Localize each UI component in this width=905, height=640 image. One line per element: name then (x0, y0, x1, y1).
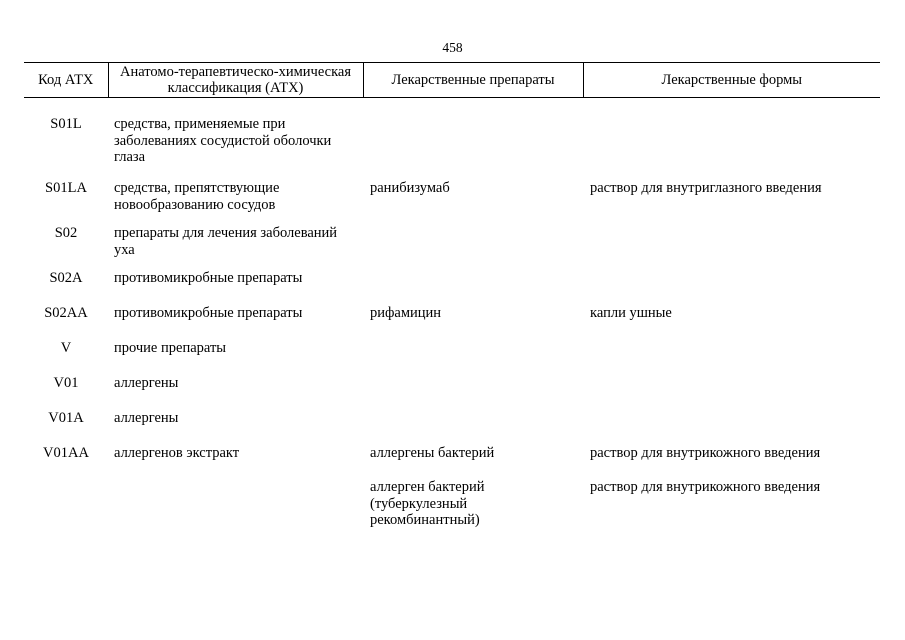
header-drugs: Лекарственные препараты (363, 63, 583, 98)
drug-cell (363, 393, 583, 428)
drug-cell (363, 358, 583, 393)
table-row (24, 428, 880, 463)
drug-cell: ранибизумаб (370, 180, 450, 196)
table-row (24, 323, 880, 358)
table-row (24, 393, 880, 428)
table-body (24, 98, 880, 532)
dosage-form-cell (583, 215, 880, 260)
medication-table (24, 62, 880, 531)
atc-code-cell: V01 (53, 375, 79, 391)
dosage-form-cell (583, 98, 880, 169)
drug-cell (363, 98, 583, 169)
drug-cell (363, 323, 583, 358)
classification-cell (108, 463, 363, 531)
classification-cell: аллергенов экстракт (114, 445, 240, 461)
dosage-form-cell (583, 323, 880, 358)
table-row (24, 463, 880, 531)
classification-cell: прочие препараты (114, 340, 227, 356)
classification-cell: средства, применяемые при заболеваниях сосудистой оболочки глаза (114, 116, 332, 165)
header-atc-classification: Анатомо-терапевтическо-химическая классификация (АТХ) (108, 63, 363, 98)
drug-cell (363, 215, 583, 260)
atc-code-cell: V01AA (43, 445, 89, 461)
header-atc-code: Код АТХ (24, 63, 108, 98)
classification-cell: аллергены (114, 410, 179, 426)
drug-cell: аллергены бактерий (370, 445, 495, 461)
atc-code-cell: V01A (48, 410, 84, 426)
table-row (24, 168, 880, 215)
classification-cell: противомикробные препараты (114, 305, 303, 321)
classification-cell: средства, препятствующие новообразованию сосудов (114, 180, 280, 213)
dosage-form-cell (583, 393, 880, 428)
dosage-form-cell: раствор для внутрикожного введения (590, 479, 821, 495)
dosage-form-cell: капли ушные (590, 305, 672, 321)
table-header (24, 63, 880, 98)
atc-code-cell: S02 (54, 225, 78, 241)
dosage-form-cell (583, 260, 880, 288)
atc-code-cell: V (60, 340, 72, 356)
table-row (24, 260, 880, 288)
drug-cell (363, 260, 583, 288)
atc-code-cell: S01L (50, 116, 82, 132)
dosage-form-cell (583, 358, 880, 393)
page-number: 458 (442, 40, 463, 55)
atc-code-cell (24, 463, 108, 531)
atc-code-cell: S01LA (45, 180, 87, 196)
drug-cell: рифамицин (370, 305, 442, 321)
table-row (24, 358, 880, 393)
classification-cell: противомикробные препараты (114, 270, 303, 286)
atc-code-cell: S02A (49, 270, 83, 286)
dosage-form-cell: раствор для внутриглазного введения (590, 180, 822, 196)
table-row (24, 288, 880, 323)
classification-cell: препараты для лечения заболеваний уха (114, 225, 338, 258)
header-dosage-forms: Лекарственные формы (583, 63, 880, 98)
header-row (24, 63, 880, 98)
atc-code-cell: S02AA (44, 305, 88, 321)
dosage-form-cell: раствор для внутрикожного введения (590, 445, 821, 461)
classification-cell: аллергены (114, 375, 179, 391)
drug-cell: аллерген бактерий (туберкулезный рекомбинантный) (370, 479, 485, 528)
table-row (24, 98, 880, 169)
table-row (24, 215, 880, 260)
